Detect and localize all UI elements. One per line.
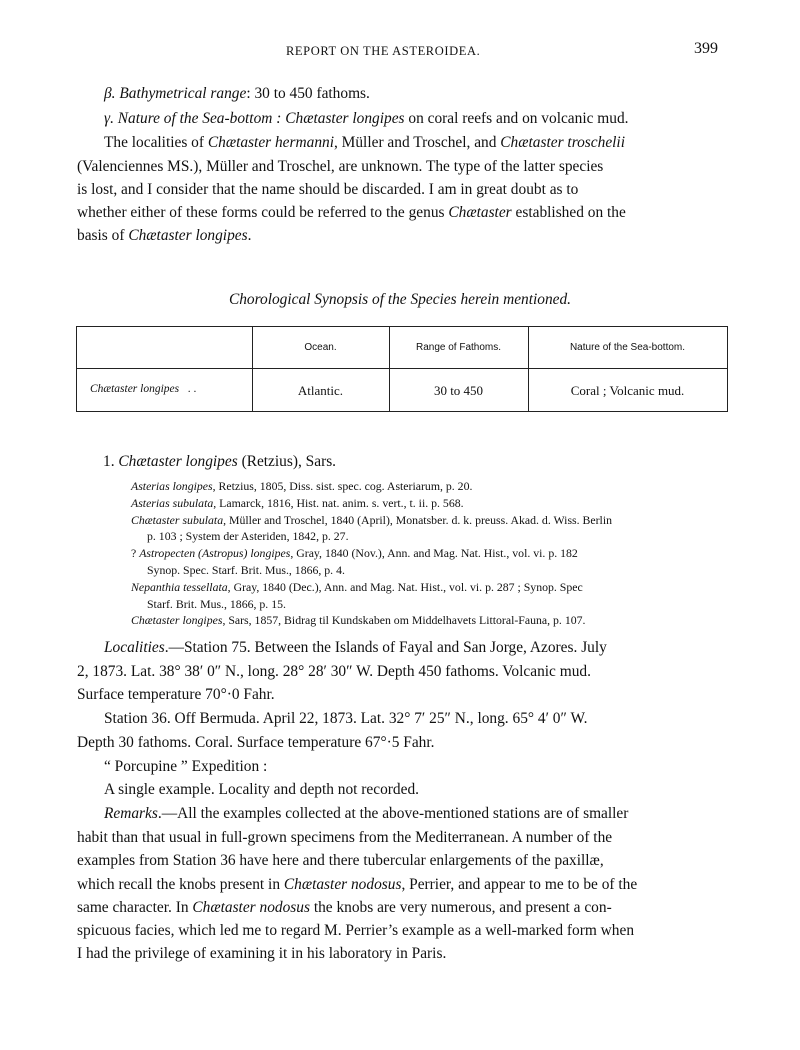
remarks-line-3: examples from Station 36 have here and there tubercular enlargements of the paxillæ, bbox=[77, 852, 604, 869]
localities-line-4: Station 36. Off Bermuda. April 22, 1873. Lat. 32° 7′ 25″ N., long. 65° 4′ 0″ W. bbox=[104, 710, 588, 727]
synonym-name: Chætaster subulata bbox=[131, 513, 224, 527]
synonym-citation: , Sars, 1857, Bidrag til Kundskaben om Middelhavets Littoral-Fauna, p. 107. bbox=[222, 613, 586, 627]
para1-line-4 bbox=[77, 204, 626, 222]
bathymetrical-label: Bathymetrical range bbox=[119, 85, 247, 102]
query-mark: ? bbox=[131, 546, 140, 560]
remarks-line-6: spicuous facies, which led me to regard M. Perrier’s example as a well-marked form when bbox=[77, 922, 635, 939]
localities-line-2: 2, 1873. Lat. 38° 38′ 0″ N., long. 28° 28′ 30″ W. Depth 450 fathoms. Volcanic mud. bbox=[77, 663, 591, 680]
synonym-citation: , Lamarck, 1816, Hist. nat. anim. s. vert., t. ii. p. 568. bbox=[213, 496, 464, 510]
para1-line-5 bbox=[77, 227, 251, 245]
synonym-name: Asterias subulata bbox=[131, 496, 214, 510]
text-run: established on the bbox=[511, 204, 626, 221]
species-name: Chætaster longipes bbox=[118, 453, 238, 470]
table-title: Chorological Synopsis of the Species herein mentioned. bbox=[228, 291, 572, 308]
synonym-citation: , Retzius, 1805, Diss. sist. spec. cog. Asteriarum, p. 20. bbox=[212, 479, 473, 493]
table-col-divider bbox=[389, 326, 390, 412]
text-run: basis of bbox=[77, 227, 129, 244]
localities-line-1 bbox=[104, 639, 607, 657]
text-run: , Müller and Troschel, and bbox=[333, 134, 501, 151]
para1-line-2: (Valenciennes MS.), Müller and Troschel, are unknown. The type of the latter species bbox=[77, 158, 604, 175]
species-authority: (Retzius), Sars. bbox=[241, 453, 337, 470]
synonym-continuation: Starf. Brit. Mus., 1866, p. 15. bbox=[147, 597, 286, 611]
text-run: .—Station 75. Between the Islands of Fayal and San Jorge, Azores. July bbox=[164, 639, 607, 656]
sea-bottom-label: Nature of the Sea-bottom bbox=[117, 110, 273, 127]
table-col-divider bbox=[528, 326, 529, 412]
table-col-divider bbox=[252, 326, 253, 412]
para1-line-1 bbox=[104, 134, 625, 152]
running-head: REPORT ON THE ASTEROIDEA. bbox=[286, 44, 481, 58]
remarks-line-1 bbox=[104, 805, 628, 823]
synonym-citation: , Gray, 1840 (Nov.), Ann. and Mag. Nat. Hist., vol. vi. p. 182 bbox=[290, 546, 578, 560]
synonym-name: Nepanthia tessellata bbox=[131, 580, 228, 594]
page-number: 399 bbox=[694, 40, 718, 57]
header-ocean: Ocean. bbox=[304, 342, 337, 353]
text-run: .—All the examples collected at the above-mentioned stations are of smaller bbox=[157, 805, 629, 822]
sea-bottom-species: Chætaster longipes bbox=[285, 110, 405, 127]
table-rule-top bbox=[76, 326, 728, 327]
row-sea-bottom: Coral ; Volcanic mud. bbox=[570, 383, 685, 398]
species-name: Chætaster hermanni bbox=[207, 134, 334, 151]
table-rule-mid bbox=[76, 368, 728, 369]
text-run: The localities of bbox=[104, 134, 208, 151]
localities-label: Localities bbox=[104, 639, 165, 656]
bathymetrical-value: : 30 to 450 fathoms. bbox=[246, 85, 370, 102]
localities-line-6: “ Porcupine ” Expedition : bbox=[104, 758, 268, 775]
text-run: . bbox=[247, 227, 252, 244]
species-number: 1. bbox=[103, 453, 115, 470]
species-name: Chætaster longipes bbox=[90, 383, 180, 395]
synonym-name: Astropecten (Astropus) longipes bbox=[139, 546, 291, 560]
row-ocean: Atlantic. bbox=[297, 383, 344, 398]
synonym-continuation: p. 103 ; System der Asteriden, 1842, p. 27. bbox=[147, 529, 349, 543]
genus-name: Chætaster bbox=[448, 204, 512, 221]
synonym-entry bbox=[131, 479, 472, 494]
synonym-name: Asterias longipes bbox=[131, 479, 213, 493]
synonym-continuation: Synop. Spec. Starf. Brit. Mus., 1866, p. 4. bbox=[147, 563, 345, 577]
species-name: Chætaster longipes bbox=[128, 227, 248, 244]
para1-line-3: is lost, and I consider that the name should be discarded. I am in great doubt as to bbox=[77, 181, 579, 198]
text-run: same character. In bbox=[77, 899, 193, 916]
species-name: Chætaster troschelii bbox=[500, 134, 625, 151]
table-rule-right bbox=[727, 326, 728, 412]
synonym-citation: , Gray, 1840 (Dec.), Ann. and Mag. Nat. Hist., vol. vi. p. 287 ; Synop. Spec bbox=[227, 580, 583, 594]
localities-line-3: Surface temperature 70°·0 Fahr. bbox=[77, 686, 275, 703]
remarks-line-4 bbox=[77, 876, 637, 894]
gamma-marker: γ. bbox=[104, 110, 114, 127]
synonym-entry bbox=[131, 580, 583, 595]
header-range: Range of Fathoms. bbox=[415, 342, 502, 353]
species-name: Chætaster nodosus bbox=[283, 876, 402, 893]
sea-bottom-value: on coral reefs and on volcanic mud. bbox=[408, 110, 629, 127]
synonym-entry bbox=[131, 613, 585, 628]
row-range: 30 to 450 bbox=[433, 383, 484, 398]
chorological-table bbox=[76, 326, 728, 412]
remarks-label: Remarks bbox=[104, 805, 158, 822]
leader-dots: . . bbox=[187, 383, 197, 395]
synonym-citation: , Müller and Troschel, 1840 (April), Monatsber. d. k. preuss. Akad. d. Wiss. Berlin bbox=[223, 513, 613, 527]
remarks-line-7: I had the privilege of examining it in his laboratory in Paris. bbox=[77, 945, 447, 962]
species-heading bbox=[103, 453, 336, 471]
synonym-entry bbox=[131, 513, 612, 528]
row-species bbox=[90, 383, 196, 395]
text-run: which recall the knobs present in bbox=[77, 876, 284, 893]
text-run: the knobs are very numerous, and present a con- bbox=[309, 899, 612, 916]
text-run: whether either of these forms could be referred to the genus bbox=[77, 204, 449, 221]
remarks-line-2: habit than that usual in full-grown specimens from the Mediterranean. A number of the bbox=[77, 829, 613, 846]
species-name: Chætaster nodosus bbox=[192, 899, 310, 916]
synonym-name: Chætaster longipes bbox=[131, 613, 223, 627]
remarks-line-5 bbox=[77, 899, 612, 917]
table-rule-left bbox=[76, 326, 77, 412]
localities-line-7: A single example. Locality and depth not recorded. bbox=[104, 781, 419, 798]
localities-line-5: Depth 30 fathoms. Coral. Surface temperature 67°·5 Fahr. bbox=[77, 734, 435, 751]
text-run: , Perrier, and appear to me to be of the bbox=[401, 876, 638, 893]
beta-marker: β. bbox=[104, 85, 116, 102]
synonym-entry bbox=[131, 496, 464, 511]
bathymetrical-range-line bbox=[104, 85, 370, 103]
header-sea-bottom: Nature of the Sea-bottom. bbox=[569, 342, 686, 353]
synonym-entry bbox=[131, 546, 578, 561]
sea-bottom-colon: : bbox=[276, 110, 282, 127]
sea-bottom-line bbox=[104, 110, 629, 128]
table-rule-bottom bbox=[76, 411, 728, 412]
